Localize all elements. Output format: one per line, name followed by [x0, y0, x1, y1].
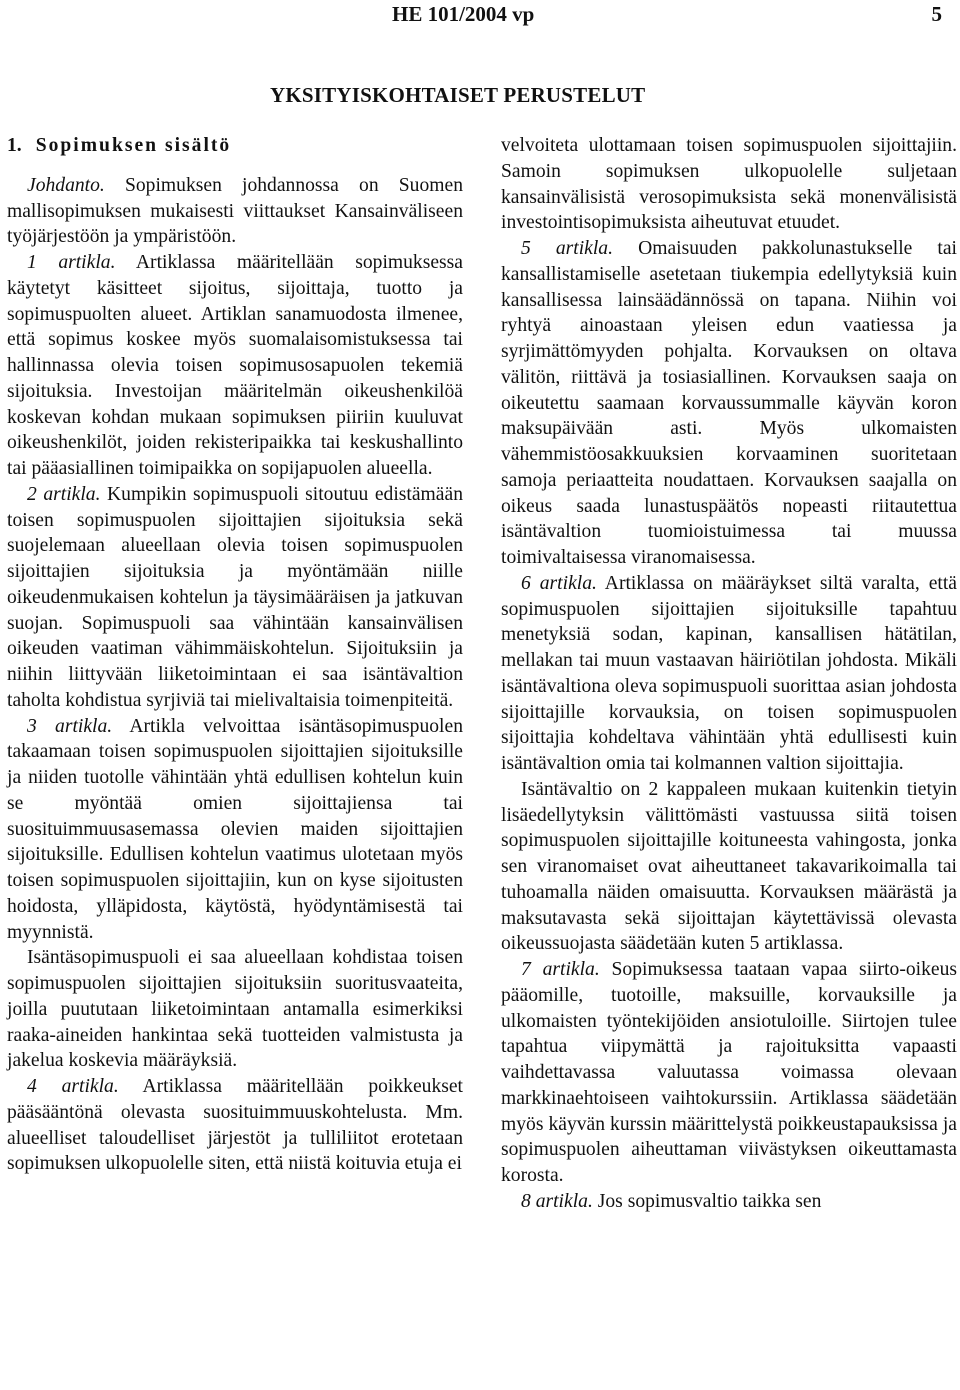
paragraph-artikla-8 — [501, 1189, 957, 1215]
paragraph-artikla-5 — [501, 236, 957, 571]
paragraph-artikla-2 — [7, 482, 463, 714]
paragraph-johdanto — [7, 173, 463, 250]
paragraph-label: 4 artikla. — [27, 1076, 119, 1097]
paragraph-text: Artikla velvoittaa isäntäsopimuspuolen takaamaan toisen sopimuspuolen sijoittajien sijoituksille ja niiden tuotolle vähintään yhtä edullisen kohtelun kuin se myöntää omien sijoittajiensa tai suosituimmuusasemassa olevien maiden sijoittajien sijoituksille. Edullisen kohtelun vaatimus ulotetaan myös toisen sopimuspuolen sijoittajiin, kun on kyse sijoitusten hoidosta, ylläpidosta, käytöstä, hyödyntämisestä tai myynnistä. — [7, 715, 463, 943]
paragraph-text: velvoiteta ulottamaan toisen sopimuspuolen sijoittajiin. Samoin sopimuksen ulkopuolelle suljetaan kansainvälisistä verosopimuksista sekä monenvälisistä investointisopimuksista aiheutuvat etuudet. — [501, 135, 957, 234]
paragraph-text: Artiklassa määritellään sopimuksessa käytetyt käsitteet sijoitus, sijoittaja, tuotto ja sopimuspuolten alueet. Artiklan sanamuodosta ilmenee, että sopimus koskee myös suomalaisomistuksessa tai hallinnassa olevia toisen sopimusosapuolen tekemiä sijoituksia. Investoijan määritelmän oikeushenkilöä koskevan kohdan mukaan sopimuksen piiriin kuuluvat oikeushenkilöt, joiden rekisteripaikka tai keskushallinto tai pääasiallinen toimipaikka on sopijapuolen alueella. — [7, 252, 463, 479]
paragraph-label: 7 artikla. — [521, 959, 600, 980]
paragraph-text: Artiklassa määritellään poikkeukset pääsääntönä olevasta suosituimmuuskohtelusta. Mm. alueelliset taloudelliset järjestöt ja tulliliitot erotetaan sopimuksen ulkopuolelle siten, että niistä koituvia etuja ei — [7, 1076, 464, 1175]
paragraph-label: 8 artikla. — [521, 1190, 593, 1212]
paragraph-artikla-3 — [7, 714, 463, 946]
paragraph-artikla-6 — [501, 571, 957, 777]
paragraph-text: Jos sopimusvaltio taikka sen — [592, 1190, 822, 1212]
paragraph-artikla-6-cont — [501, 777, 957, 957]
subsection-heading — [7, 133, 463, 159]
paragraph-text: Artiklassa on määräykset siltä varalta, että sopimuspuolen sijoittajien sijoituksille tapahtuu menetyksiä sodan, kapinan, kansallisen hätätilan, mellakan tai muun vastaavan häiriötilan johdosta. Mikäli isäntävaltiona oleva sopimuspuoli suorittaa asian johdosta sijoittajille korvauksia, on toisen sopimuspuolen sijoittajia kohdeltava vähintään yhtä edullisesti kuin isäntävaltion omia tai kolmannen valtion sijoittajia. — [501, 572, 957, 774]
paragraph-artikla-4 — [7, 1074, 463, 1177]
paragraph-artikla-4-cont — [501, 133, 957, 236]
paragraph-label: 5 artikla. — [521, 238, 614, 259]
paragraph-artikla-7 — [501, 957, 957, 1189]
paragraph-label: 1 artikla. — [27, 252, 116, 273]
document-id: HE 101/2004 vp — [392, 2, 535, 26]
left-column — [7, 133, 463, 1177]
paragraph-text: Isäntävaltio on 2 kappaleen mukaan kuitenkin tietyin lisäedellytyksin välittömästi vastuussa siitä toisen sopimuspuolen sijoittajille koituneesta vahingosta, jonka sen viranomaiset ovat aiheuttaneet takavarikoimalla tai tuhoamalla näiden omaisuutta. Korvauksen määrästä ja maksutavasta sekä sijoittajan käytettävissä olevasta oikeussuojasta säädetään kuten 5 artiklassa. — [501, 778, 957, 955]
paragraph-text: Omaisuuden pakkolunastukselle tai kansallistamiselle asetetaan tiukempia edellytyksiä kuin kansallisessa lainsäädännössä on tapana. Niihin voi ryhtyä ainoastaan yleisen edun vaatiessa ja syrjimättömyyden pohjalta. Korvauksen on oltava välitön, riittävä ja tosiasiallinen. Korvauksen saaja on oikeutettu saamaan korvaussummalle käyvän koron maksupäivään asti. Myös ulkomaisten vähemmistöosakkuuksien korvaaminen suoritetaan samoja periaatteita noudattaen. Korvauksen saajalla on oikeus saada lunastuspäätös nopeasti riitautettua isäntävaltion tuomioistuimessa tai muussa toimivaltaisessa viranomaisessa. — [501, 238, 958, 568]
paragraph-label: 6 artikla. — [521, 572, 597, 594]
paragraph-artikla-3-cont — [7, 945, 463, 1074]
paragraph-text: Sopimuksessa taataan vapaa siirto-oikeus pääomille, tuotoille, maksuille, korvauksille ja ulkomaisten työntekijöiden ansiotuloille. Siirtojen tulee tapahtua viipymättä ja rajoituksitta vapaasti vaihdettavassa valuutassa voimassa olevaan markkinaehtoiseen vaihtokurssiin. Artiklassa säädetään myös käyvän kurssin määrittelystä poikkeustapauksissa ja sopimuspuolen aiheuttaman viivästyksen oikeuttamasta korosta. — [501, 959, 958, 1186]
page-number: 5 — [931, 2, 942, 26]
paragraph-text: Kumpikin sopimuspuoli sitoutuu edistämään toisen sopimuspuolen sijoittajien sijoituksia sekä suojelemaan alueellaan olevia toisen sopimuspuolen sijoittajien sijoituksia ja myöntämään niille oikeudenmukaisen kohtelun ja täysimääräisen ja jatkuvan suojan. Sopimuspuoli saa vähintään kansainvälisen oikeuden vaatiman vähimmäiskohtelun. Sijoituksiin ja niihin liittyvään liiketoimintaan ei saa isäntävaltion taholta kohdistua syrjiviä tai mielivaltaisia toimenpiteitä. — [7, 483, 463, 711]
paragraph-text: Isäntäsopimuspuoli ei saa alueellaan kohdistaa toisen sopimuspuolen sijoittajien sijoituksiin suoritusvaateita, joilla puututaan liiketoimintaan antamalla esimerkiksi raaka-aineiden hankintaa sekä tuotteiden valmistusta ja jakelua koskevia määräyksiä. — [7, 947, 463, 1072]
paragraph-label: 3 artikla. — [27, 715, 113, 737]
subsection-number: 1. — [7, 135, 22, 156]
paragraph-text: Sopimuksen johdannossa on Suomen mallisopimuksen mukaisesti viittaukset Kansainväliseen työjärjestöön ja ympäristöön. — [7, 174, 463, 248]
subsection-title: Sopimuksen sisältö — [35, 135, 232, 156]
paragraph-label: Johdanto. — [27, 174, 105, 196]
paragraph-label: 2 artikla. — [27, 483, 101, 505]
section-title: YKSITYISKOHTAISET PERUSTELUT — [270, 83, 646, 107]
paragraph-artikla-1 — [7, 250, 463, 482]
right-column — [501, 133, 957, 1215]
